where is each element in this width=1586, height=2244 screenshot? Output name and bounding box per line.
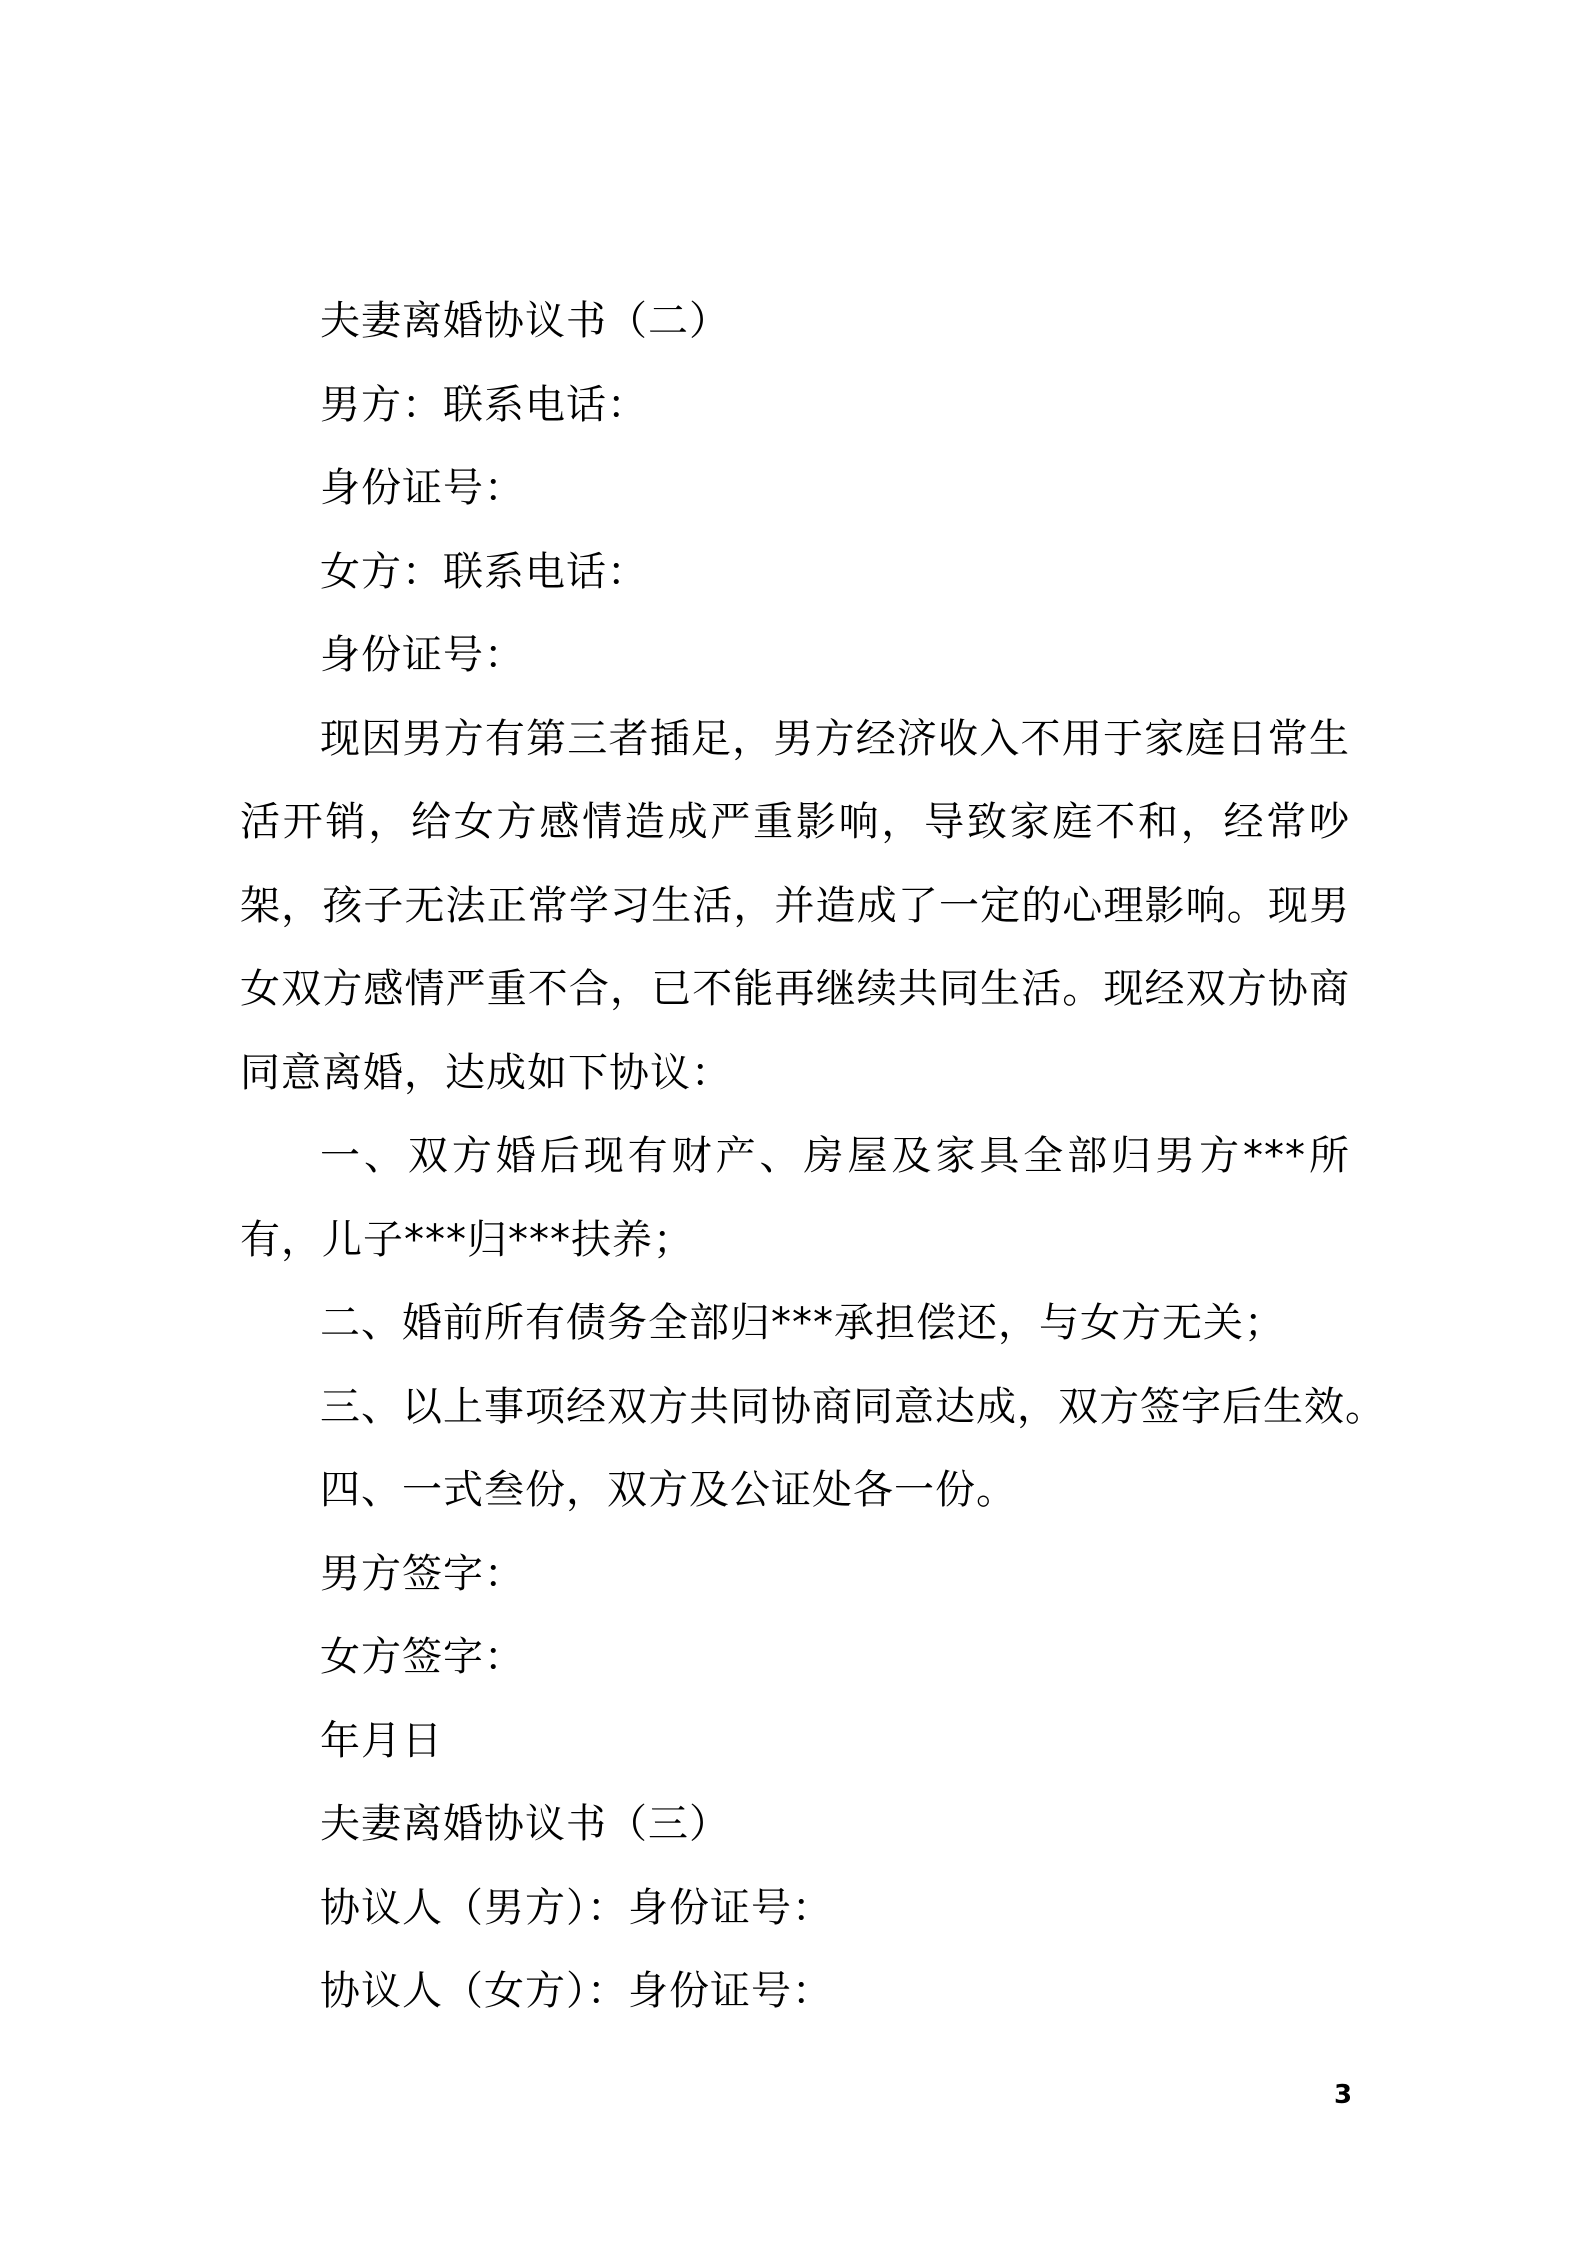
clause-1: 一、双方婚后现有财产、房屋及家具全部归男方***所有，儿子***归***扶养； (240, 1133, 1350, 1263)
female-contact-line: 女方：联系电话： (320, 548, 648, 595)
female-signature-line: 女方签字： (320, 1634, 525, 1680)
clause-2: 二、婚前所有债务全部归***承担偿还，与女方无关； (320, 1300, 1285, 1346)
female-id-line: 身份证号： (320, 632, 525, 678)
male-contact-line: 男方：联系电话： (320, 381, 648, 428)
date-line: 年月日 (320, 1717, 443, 1764)
agreement-title-3: 夫妻离婚协议书（三） (320, 1801, 730, 1847)
reason-paragraph: 现因男方有第三者插足，男方经济收入不用于家庭日常生活开销，给女方感情造成严重影响，导致家庭不和，经常吵架，孩子无法正常学习生活，并造成了一定的心理影响。现男女双方感情严重不合，已不能再继续共同生活。现经双方协商同意离婚，达成如下协议： (240, 715, 1350, 1096)
male-id-line: 身份证号： (320, 465, 525, 511)
party-female-line: 协议人（女方）：身份证号： (320, 1968, 833, 2014)
clause-3: 三、以上事项经双方共同协商同意达成，双方签字后生效。 (320, 1383, 1386, 1430)
male-signature-line: 男方签字： (320, 1550, 525, 1597)
agreement-title-2: 夫妻离婚协议书（二） (320, 298, 730, 344)
document-body (240, 280, 1386, 2034)
clause-4: 四、一式叁份，双方及公证处各一份。 (320, 1467, 1017, 1513)
party-male-line: 协议人（男方）：身份证号： (320, 1884, 833, 1931)
page-number: 3 (1334, 2080, 1353, 2110)
